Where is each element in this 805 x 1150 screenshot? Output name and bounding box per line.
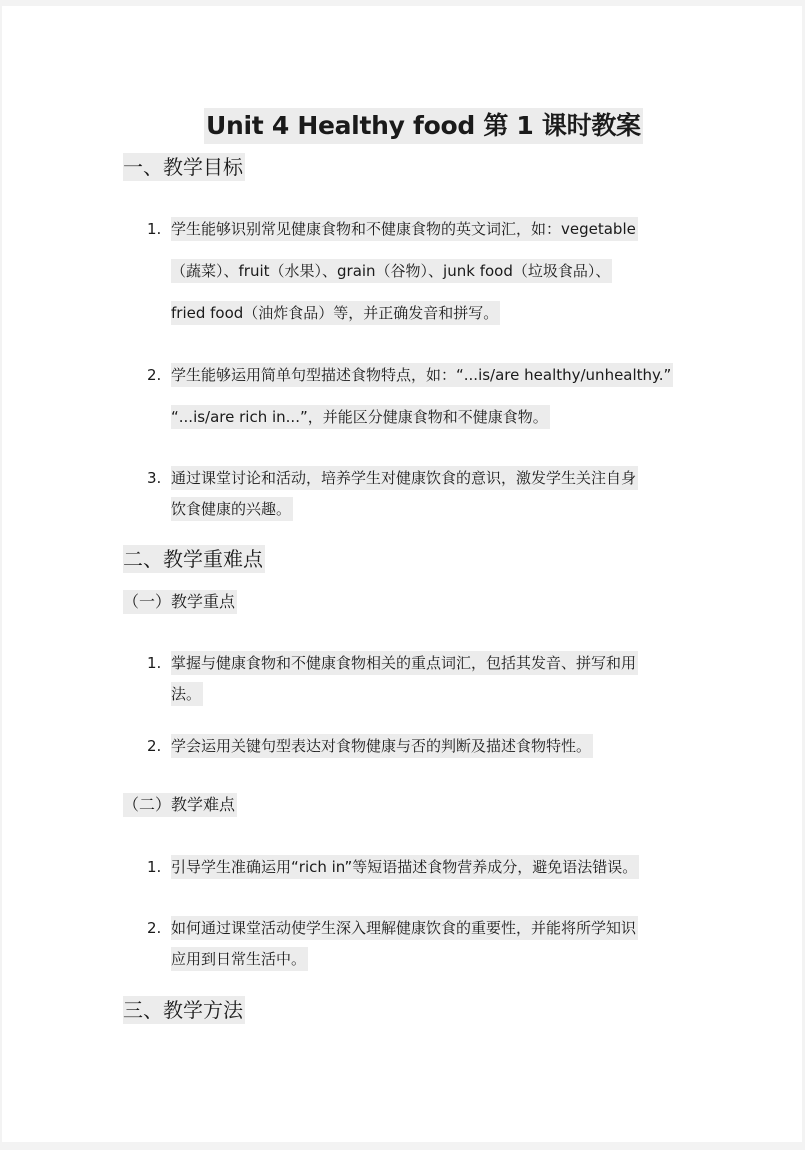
section-heading-objectives: 一、教学目标 xyxy=(123,155,243,179)
list-item-line: “...is/are rich in...”，并能区分健康食物和不健康食物。 xyxy=(171,405,550,429)
list-item-line: 学生能够识别常见健康食物和不健康食物的英文词汇，如：vegetable xyxy=(171,217,638,241)
list-number: 2. xyxy=(147,737,162,755)
list-item-line: 饮食健康的兴趣。 xyxy=(171,497,293,521)
section-heading-methods: 三、教学方法 xyxy=(123,998,243,1022)
list-item-line: 如何通过课堂活动使学生深入理解健康饮食的重要性，并能将所学知识 xyxy=(171,916,638,940)
subsection-heading-focus: （一）教学重点 xyxy=(123,590,237,614)
list-item-line: 学会运用关键句型表达对食物健康与否的判断及描述食物特性。 xyxy=(171,734,593,758)
list-item-line: fried food（油炸食品）等，并正确发音和拼写。 xyxy=(171,301,500,325)
list-item-line: 学生能够运用简单句型描述食物特点，如：“...is/are healthy/unhealthy.” xyxy=(171,363,673,387)
list-item-line: （蔬菜）、fruit（水果）、grain（谷物）、junk food（垃圾食品）、 xyxy=(171,259,612,283)
list-number: 2. xyxy=(147,366,162,384)
page-bottom-edge xyxy=(0,1142,805,1150)
list-number: 2. xyxy=(147,919,162,937)
list-number: 3. xyxy=(147,469,162,487)
list-number: 1. xyxy=(147,858,162,876)
list-item-line: 通过课堂讨论和活动，培养学生对健康饮食的意识，激发学生关注自身 xyxy=(171,466,638,490)
list-number: 1. xyxy=(147,220,162,238)
list-item-line: 应用到日常生活中。 xyxy=(171,947,308,971)
list-item-line: 掌握与健康食物和不健康食物相关的重点词汇，包括其发音、拼写和用 xyxy=(171,651,638,675)
section-heading-key-points: 二、教学重难点 xyxy=(123,547,263,571)
list-item-line: 法。 xyxy=(171,682,203,706)
document-title: Unit 4 Healthy food 第 1 课时教案 xyxy=(204,108,643,144)
list-item-line: 引导学生准确运用“rich in”等短语描述食物营养成分，避免语法错误。 xyxy=(171,855,639,879)
subsection-heading-difficulties: （二）教学难点 xyxy=(123,793,237,817)
list-number: 1. xyxy=(147,654,162,672)
document-page xyxy=(2,6,802,1142)
